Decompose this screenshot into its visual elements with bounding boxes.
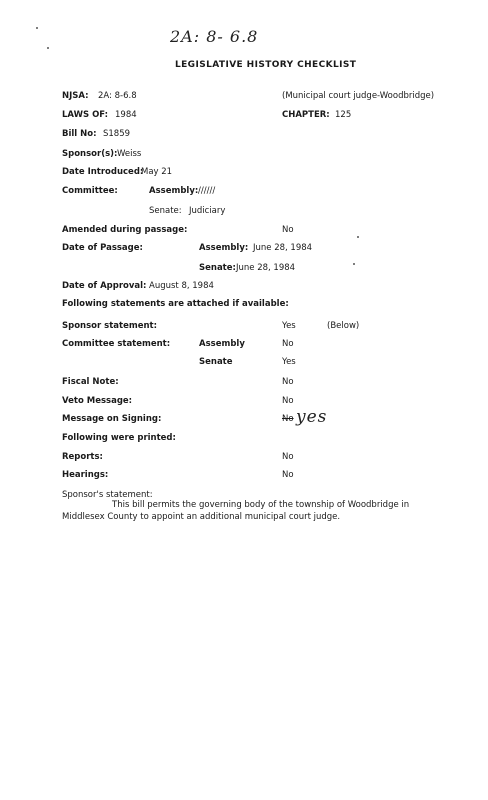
committee-statement-label: Committee statement: [62, 339, 171, 349]
scan-speck [47, 47, 49, 49]
date-of-passage-label: Date of Passage: [62, 243, 143, 253]
amended-label: Amended during passage: [62, 225, 188, 235]
date-introduced-label: Date Introduced: [62, 167, 144, 177]
hearings-label: Hearings: [62, 470, 109, 480]
message-on-signing-struck-value: No [282, 414, 294, 424]
scan-speck [353, 263, 355, 265]
laws-of-value: 1984 [115, 110, 137, 120]
bill-no-value: S1859 [103, 129, 131, 139]
message-on-signing-label: Message on Signing: [62, 414, 162, 424]
page-title: LEGISLATIVE HISTORY CHECKLIST [175, 60, 357, 70]
passage-assembly-label: Assembly: [199, 243, 249, 253]
njsa-label: NJSA: [62, 91, 89, 101]
fiscal-note-label: Fiscal Note: [62, 377, 119, 387]
laws-of-label: LAWS OF: [62, 110, 109, 120]
chapter-label: CHAPTER: [282, 110, 330, 120]
bill-no-label: Bill No: [62, 129, 97, 139]
scan-speck [357, 236, 359, 238]
scan-speck [36, 27, 38, 29]
passage-senate-value: June 28, 1984 [236, 263, 296, 273]
message-on-signing-handwritten-value: yes [296, 407, 328, 427]
committee-assembly-value: ////// [198, 186, 216, 196]
date-of-approval-label: Date of Approval: [62, 281, 147, 291]
committee-statement-assembly-value: No [282, 339, 294, 349]
date-introduced-value: May 21 [141, 167, 173, 177]
following-attached-heading: Following statements are attached if available: [62, 299, 289, 309]
committee-senate-value: Judiciary [189, 206, 226, 216]
reports-label: Reports: [62, 452, 103, 462]
committee-statement-assembly-label: Assembly [199, 339, 245, 349]
fiscal-note-value: No [282, 377, 294, 387]
amended-value: No [282, 225, 294, 235]
handwritten-statute-number: 2A: 8- 6.8 [170, 27, 259, 46]
passage-senate-label: Senate: [199, 263, 236, 273]
sponsor-statement-heading: Sponsor's statement: [62, 490, 153, 500]
committee-assembly-label: Assembly: [149, 186, 199, 196]
date-of-approval-value: August 8, 1984 [149, 281, 214, 291]
following-printed-heading: Following were printed: [62, 433, 176, 443]
sponsor-statement-label: Sponsor statement: [62, 321, 157, 331]
hearings-value: No [282, 470, 294, 480]
veto-message-value: No [282, 396, 294, 406]
passage-assembly-value: June 28, 1984 [253, 243, 313, 253]
njsa-note: (Municipal court judge-Woodbridge) [282, 91, 435, 101]
sponsor-statement-body: This bill permits the governing body of the township of Woodbridge in Middlesex County to appoint an additional municipal court judge. [62, 500, 410, 522]
njsa-value: 2A: 8-6.8 [98, 91, 137, 101]
reports-value: No [282, 452, 294, 462]
sponsors-value: Weiss [117, 149, 142, 159]
sponsor-statement-value: Yes [282, 321, 296, 331]
veto-message-label: Veto Message: [62, 396, 133, 406]
sponsor-statement-note: (Below) [327, 321, 360, 331]
committee-senate-label: Senate: [149, 206, 182, 216]
committee-statement-senate-label: Senate [199, 357, 233, 367]
sponsors-label: Sponsor(s): [62, 149, 118, 159]
committee-statement-senate-value: Yes [282, 357, 296, 367]
chapter-value: 125 [335, 110, 352, 120]
committee-label: Committee: [62, 186, 118, 196]
